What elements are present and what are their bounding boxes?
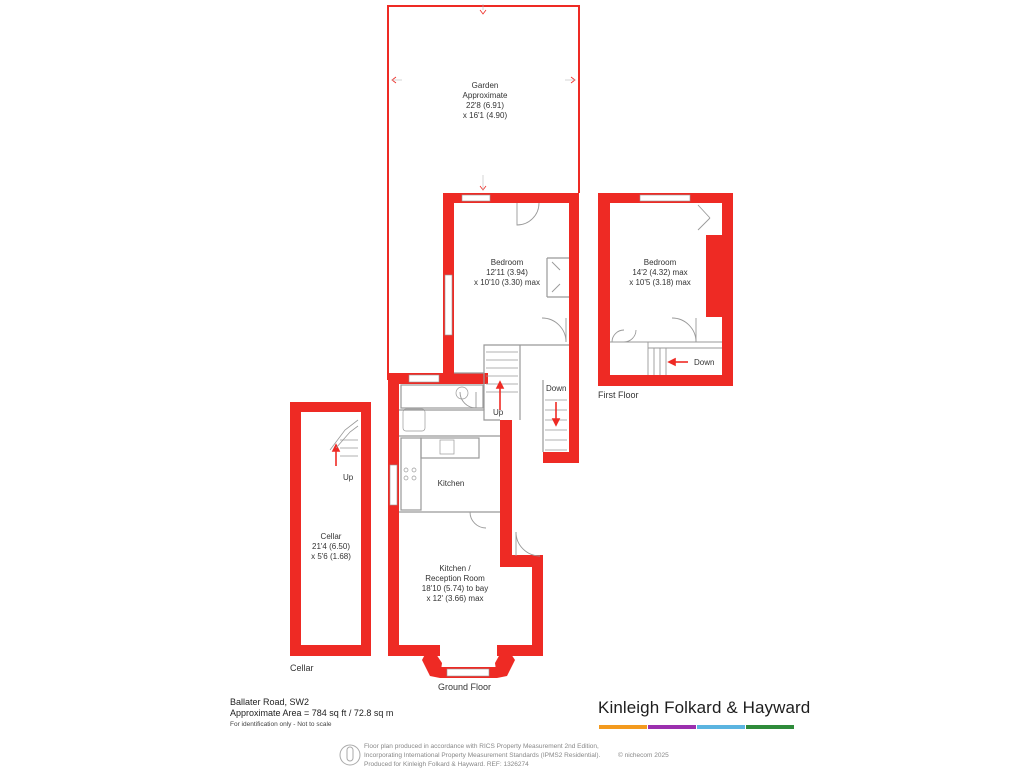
stairs-down-ground: Down [546,384,567,393]
stairs-down-first: Down [694,358,715,367]
cellar-room-label [301,532,361,562]
brand-logo-text: Kinleigh Folkard & Hayward [598,698,811,717]
kitchen-reception-line4: x 12' (3.66) max [426,594,484,603]
bedroom-ground-line2: 12'11 (3.94) [486,268,528,277]
bedroom-ground-line3: x 10'10 (3.30) max [473,278,540,287]
garden-line3: 22'8 (6.91) [466,101,504,110]
garden-line2: Approximate [462,91,508,100]
stairs-up-cellar: Up [343,473,354,482]
kitchen-name: Kitchen [437,479,465,488]
first-floor-windows [640,195,690,201]
brand-stripe-orange [599,725,647,729]
property-note: For identification only - Not to scale [230,721,332,728]
brand-stripe-blue [697,725,745,729]
garden-name: Garden [471,81,499,90]
kitchen-label [425,479,477,489]
bedroom-first-line2: 14'2 (4.32) max [632,268,688,277]
garden-outline [388,4,579,380]
cellar-line2: 21'4 (6.50) [312,542,350,551]
bedroom-first-label [615,258,705,288]
property-area: Approximate Area = 784 sq ft / 72.8 sq m [230,708,394,718]
footer-text [364,742,600,769]
bedroom-first-line3: x 10'5 (3.18) max [629,278,691,287]
footer-line1: Floor plan produced in accordance with RICS Property Measurement 2nd Edition, [364,743,599,750]
fixtures [403,387,468,480]
first-floor-lines [610,205,722,375]
nichecom-logo [340,745,360,765]
kitchen-reception-line3: 18'10 (5.74) to bay [421,584,489,593]
ground-floor-label: Ground Floor [438,682,492,692]
bedroom-first-name: Bedroom [643,258,677,267]
property-address: Ballater Road, SW2 [230,697,310,707]
kitchen-reception-line2: Reception Room [425,574,485,583]
kitchen-reception-label [410,564,500,604]
garden-line4: x 16'1 (4.90) [462,111,508,120]
garden-label [440,81,530,121]
cellar-walls [290,402,371,656]
cellar-line3: x 5'6 (1.68) [311,552,351,561]
footer-copyright: © nichecom 2025 [618,752,669,759]
stairs-up-ground: Up [493,408,504,417]
footer-line3: Produced for Kinleigh Folkard & Hayward. REF: 1326274 [364,761,529,768]
cellar-name: Cellar [320,532,342,541]
bedroom-ground-label [462,258,552,288]
kitchen-reception-name: Kitchen / [439,564,471,573]
bedroom-ground-name: Bedroom [490,258,524,267]
brand-stripe-purple [648,725,696,729]
footer-line2: Incorporating International Property Measurement Standards (IPMS2 Residential). [364,752,601,759]
ground-stairs [486,352,567,450]
ground-interior-lines [399,258,569,512]
first-floor-label: First Floor [598,390,639,400]
brand-stripe-green [746,725,794,729]
cellar-floor-label: Cellar [290,663,314,673]
